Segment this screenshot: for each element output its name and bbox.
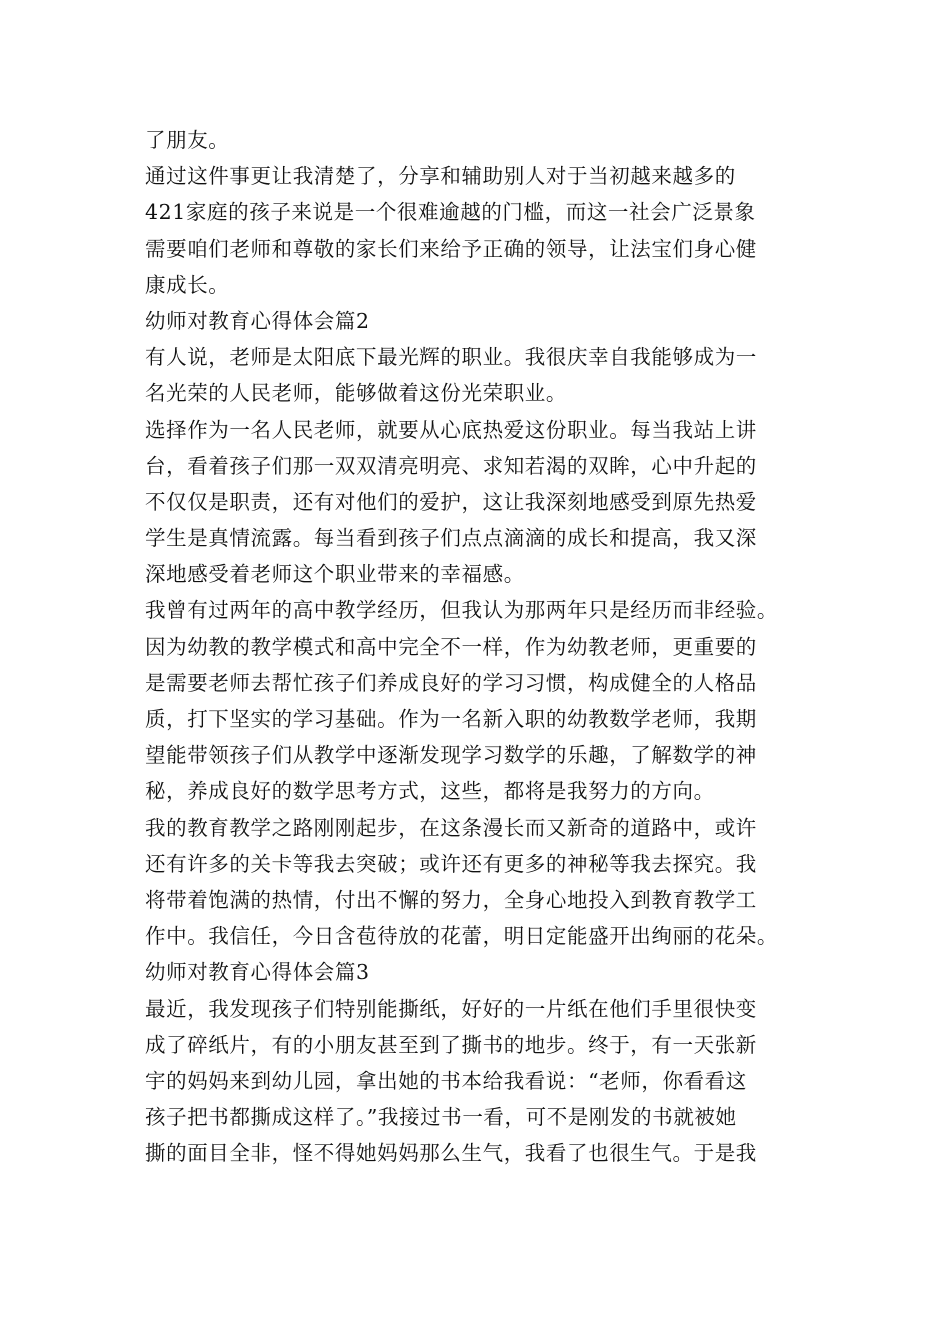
paragraph-line: 是需要老师去帮忙孩子们养成良好的学习习惯，构成健全的人格品 [145,670,757,695]
paragraph-line: 撕的面目全非，怪不得她妈妈那么生气，我看了也很生气。于是我 [145,1141,757,1166]
paragraph-line: 我的教育教学之路刚刚起步，在这条漫长而又新奇的道路中，或许 [145,815,757,840]
paragraph-line: 望能带领孩子们从教学中逐渐发现学习数学的乐趣，了解数学的神 [145,743,757,768]
paragraph-line: 还有许多的关卡等我去突破；或许还有更多的神秘等我去探究。我 [145,851,757,876]
paragraph-line: 宇的妈妈来到幼儿园，拿出她的书本给我看说：“老师，你看看这 [145,1068,747,1093]
paragraph-line: 需要咱们老师和尊敬的家长们来给予正确的领导，让法宝们身心健 [145,236,757,261]
paragraph-line: 因为幼教的教学模式和高中完全不一样，作为幼教老师，更重要的 [145,634,757,659]
paragraph-line: 不仅仅是职责，还有对他们的爱护，这让我深刻地感受到原先热爱 [145,489,757,514]
section-heading: 幼师对教育心得体会篇2 [145,308,370,333]
paragraph-line: 通过这件事更让我清楚了，分享和辅助别人对于当初越来越多的 [145,164,736,189]
paragraph-line: 康成长。 [145,272,230,297]
paragraph-line: 将带着饱满的热情，付出不懈的努力，全身心地投入到教育教学工 [145,887,757,912]
paragraph-line: 秘，养成良好的数学思考方式，这些，都将是我努力的方向。 [145,779,715,804]
paragraph-line: 质，打下坚实的学习基础。作为一名新入职的幼教数学老师，我期 [145,707,757,731]
paragraph-line: 选择作为一名人民老师，就要从心底热爱这份职业。每当我站上讲 [145,417,757,442]
paragraph-line: 台，看着孩子们那一双双清亮明亮、求知若渴的双眸，心中升起的 [145,453,757,478]
paragraph-line: 学生是真情流露。每当看到孩子们点点滴滴的成长和提高，我又深 [145,526,757,551]
paragraph-line: 孩子把书都撕成这样了。”我接过书一看，可不是刚发的书就被她 [145,1105,737,1130]
paragraph-line: 深地感受着老师这个职业带来的幸福感。 [145,562,525,587]
paragraph-line: 名光荣的人民老师，能够做着这份光荣职业。 [145,381,567,406]
paragraph-line: 有人说，老师是太阳底下最光辉的职业。我很庆幸自我能够成为一 [145,345,757,370]
paragraph-line: 最近，我发现孩子们特别能撕纸，好好的一片纸在他们手里很快变 [145,996,757,1021]
paragraph-line: 我曾有过两年的高中教学经历，但我认为那两年只是经历而非经验。 [145,598,778,623]
document-body [145,122,825,1171]
paragraph-line: 成了碎纸片，有的小朋友甚至到了撕书的地步。终于，有一天张新 [145,1032,757,1057]
section-heading: 幼师对教育心得体会篇3 [145,960,370,985]
paragraph-line: 了朋友。 [145,128,230,152]
paragraph-line: 421家庭的孩子来说是一个很难逾越的门槛，而这一社会广泛景象 [145,200,756,225]
paragraph-line: 作中。我信任，今日含苞待放的花蕾，明日定能盛开出绚丽的花朵。 [145,924,778,949]
